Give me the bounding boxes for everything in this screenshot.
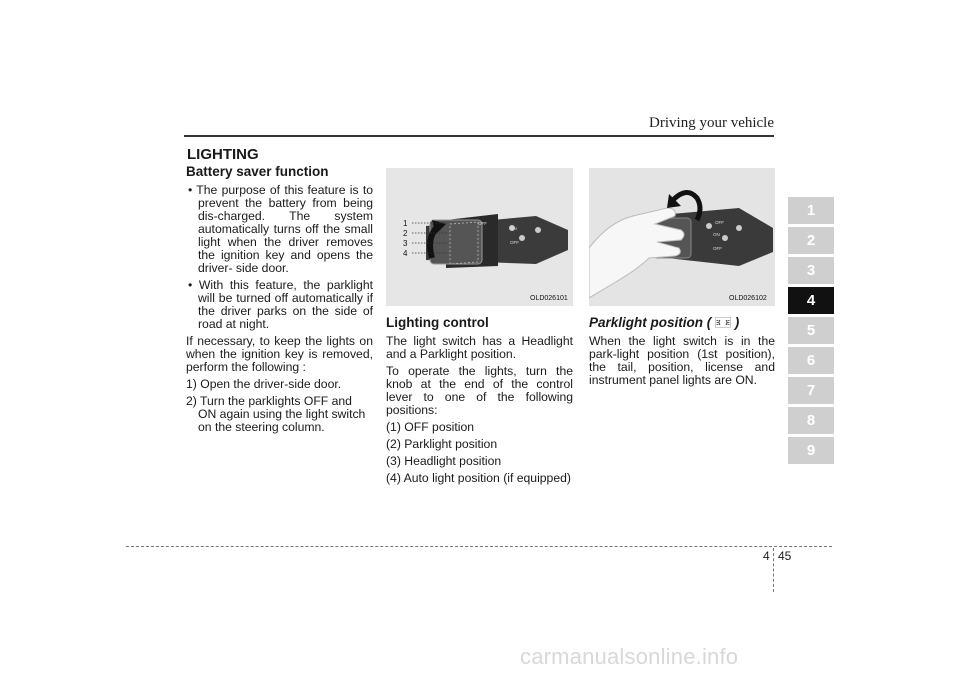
battery-intro: If necessary, to keep the lights on when the ignition key is removed, perform the following : — [186, 334, 373, 374]
lighting-control-p1: The light switch has a Headlight and a Parklight position. — [386, 334, 573, 361]
lever-label-off-2: OFF — [510, 240, 519, 245]
lever2-label-off: OFF — [715, 220, 724, 225]
callout-4: 4 — [403, 249, 408, 258]
chapter-tab-8[interactable]: 8 — [788, 407, 834, 434]
callout-1: 1 — [403, 219, 408, 228]
lever-label-off: OFF — [478, 221, 487, 226]
footer-divider — [773, 548, 774, 592]
battery-bullet-2: • With this feature, the parklight will be turned off automatically if the driver parks on the side of road at night. — [188, 278, 373, 331]
lever2-label-on: ON — [713, 232, 720, 237]
chapter-tab-6[interactable]: 6 — [788, 347, 834, 374]
parklight-column — [589, 316, 775, 391]
parklight-heading-close: ) — [734, 315, 740, 330]
light-switch-illustration — [386, 168, 573, 306]
page-number: 45 — [778, 549, 792, 563]
parklight-body: When the light switch is in the park-light position (1st position), the tail, position, license and instrument panel lights are ON. — [589, 334, 775, 387]
battery-saver-heading: Battery saver function — [186, 164, 329, 179]
callout-3: 3 — [403, 239, 408, 248]
parklight-heading-text: Parklight position ( — [589, 315, 712, 330]
position-item-4: (4) Auto light position (if equipped) — [386, 471, 571, 485]
running-header: Driving your vehicle — [649, 115, 774, 131]
chapter-tab-2[interactable]: 2 — [788, 227, 834, 254]
footer-rule — [126, 546, 832, 547]
figure-code: OLD026102 — [729, 295, 767, 302]
chapter-tabs — [788, 197, 834, 467]
battery-bullet-1: • The purpose of this feature is to prevent the battery from being dis-charged. The system automatically turns off the small light when the driver removes the ignition key and opens the driver- side door. — [188, 183, 373, 275]
header-rule — [184, 135, 774, 137]
position-item-1: (1) OFF position — [386, 420, 475, 434]
parklight-heading — [589, 316, 775, 329]
chapter-number: 4 — [763, 549, 770, 563]
section-title: LIGHTING — [187, 146, 259, 163]
figure-parklight-hand — [589, 168, 775, 306]
battery-saver-column — [186, 165, 373, 438]
chapter-tab-7[interactable]: 7 — [788, 377, 834, 404]
figure-light-switch-positions — [386, 168, 573, 306]
position-item-3: (3) Headlight position — [386, 454, 502, 468]
lighting-control-column — [386, 316, 573, 489]
battery-step-1: 1) Open the driver-side door. — [186, 377, 342, 391]
hand-on-switch-illustration — [589, 168, 775, 306]
lighting-control-p2: To operate the lights, turn the knob at the end of the control lever to one of the following positions: — [386, 364, 573, 417]
chapter-tab-1[interactable]: 1 — [788, 197, 834, 224]
lever-label-on: ON — [510, 226, 517, 231]
chapter-tab-4[interactable]: 4 — [788, 287, 834, 314]
position-item-2: (2) Parklight position — [386, 437, 498, 451]
lever2-label-off-2: OFF — [713, 246, 722, 251]
watermark: carmanualsonline.info — [520, 644, 739, 669]
chapter-tab-9[interactable]: 9 — [788, 437, 834, 464]
figure-code: OLD026101 — [530, 295, 568, 302]
lighting-control-heading: Lighting control — [386, 315, 489, 330]
battery-step-2: 2) Turn the parklights OFF and ON again using the light switch on the steering column. — [186, 394, 366, 434]
parklight-icon — [715, 317, 731, 328]
chapter-tab-5[interactable]: 5 — [788, 317, 834, 344]
callout-2: 2 — [403, 229, 408, 238]
chapter-tab-3[interactable]: 3 — [788, 257, 834, 284]
